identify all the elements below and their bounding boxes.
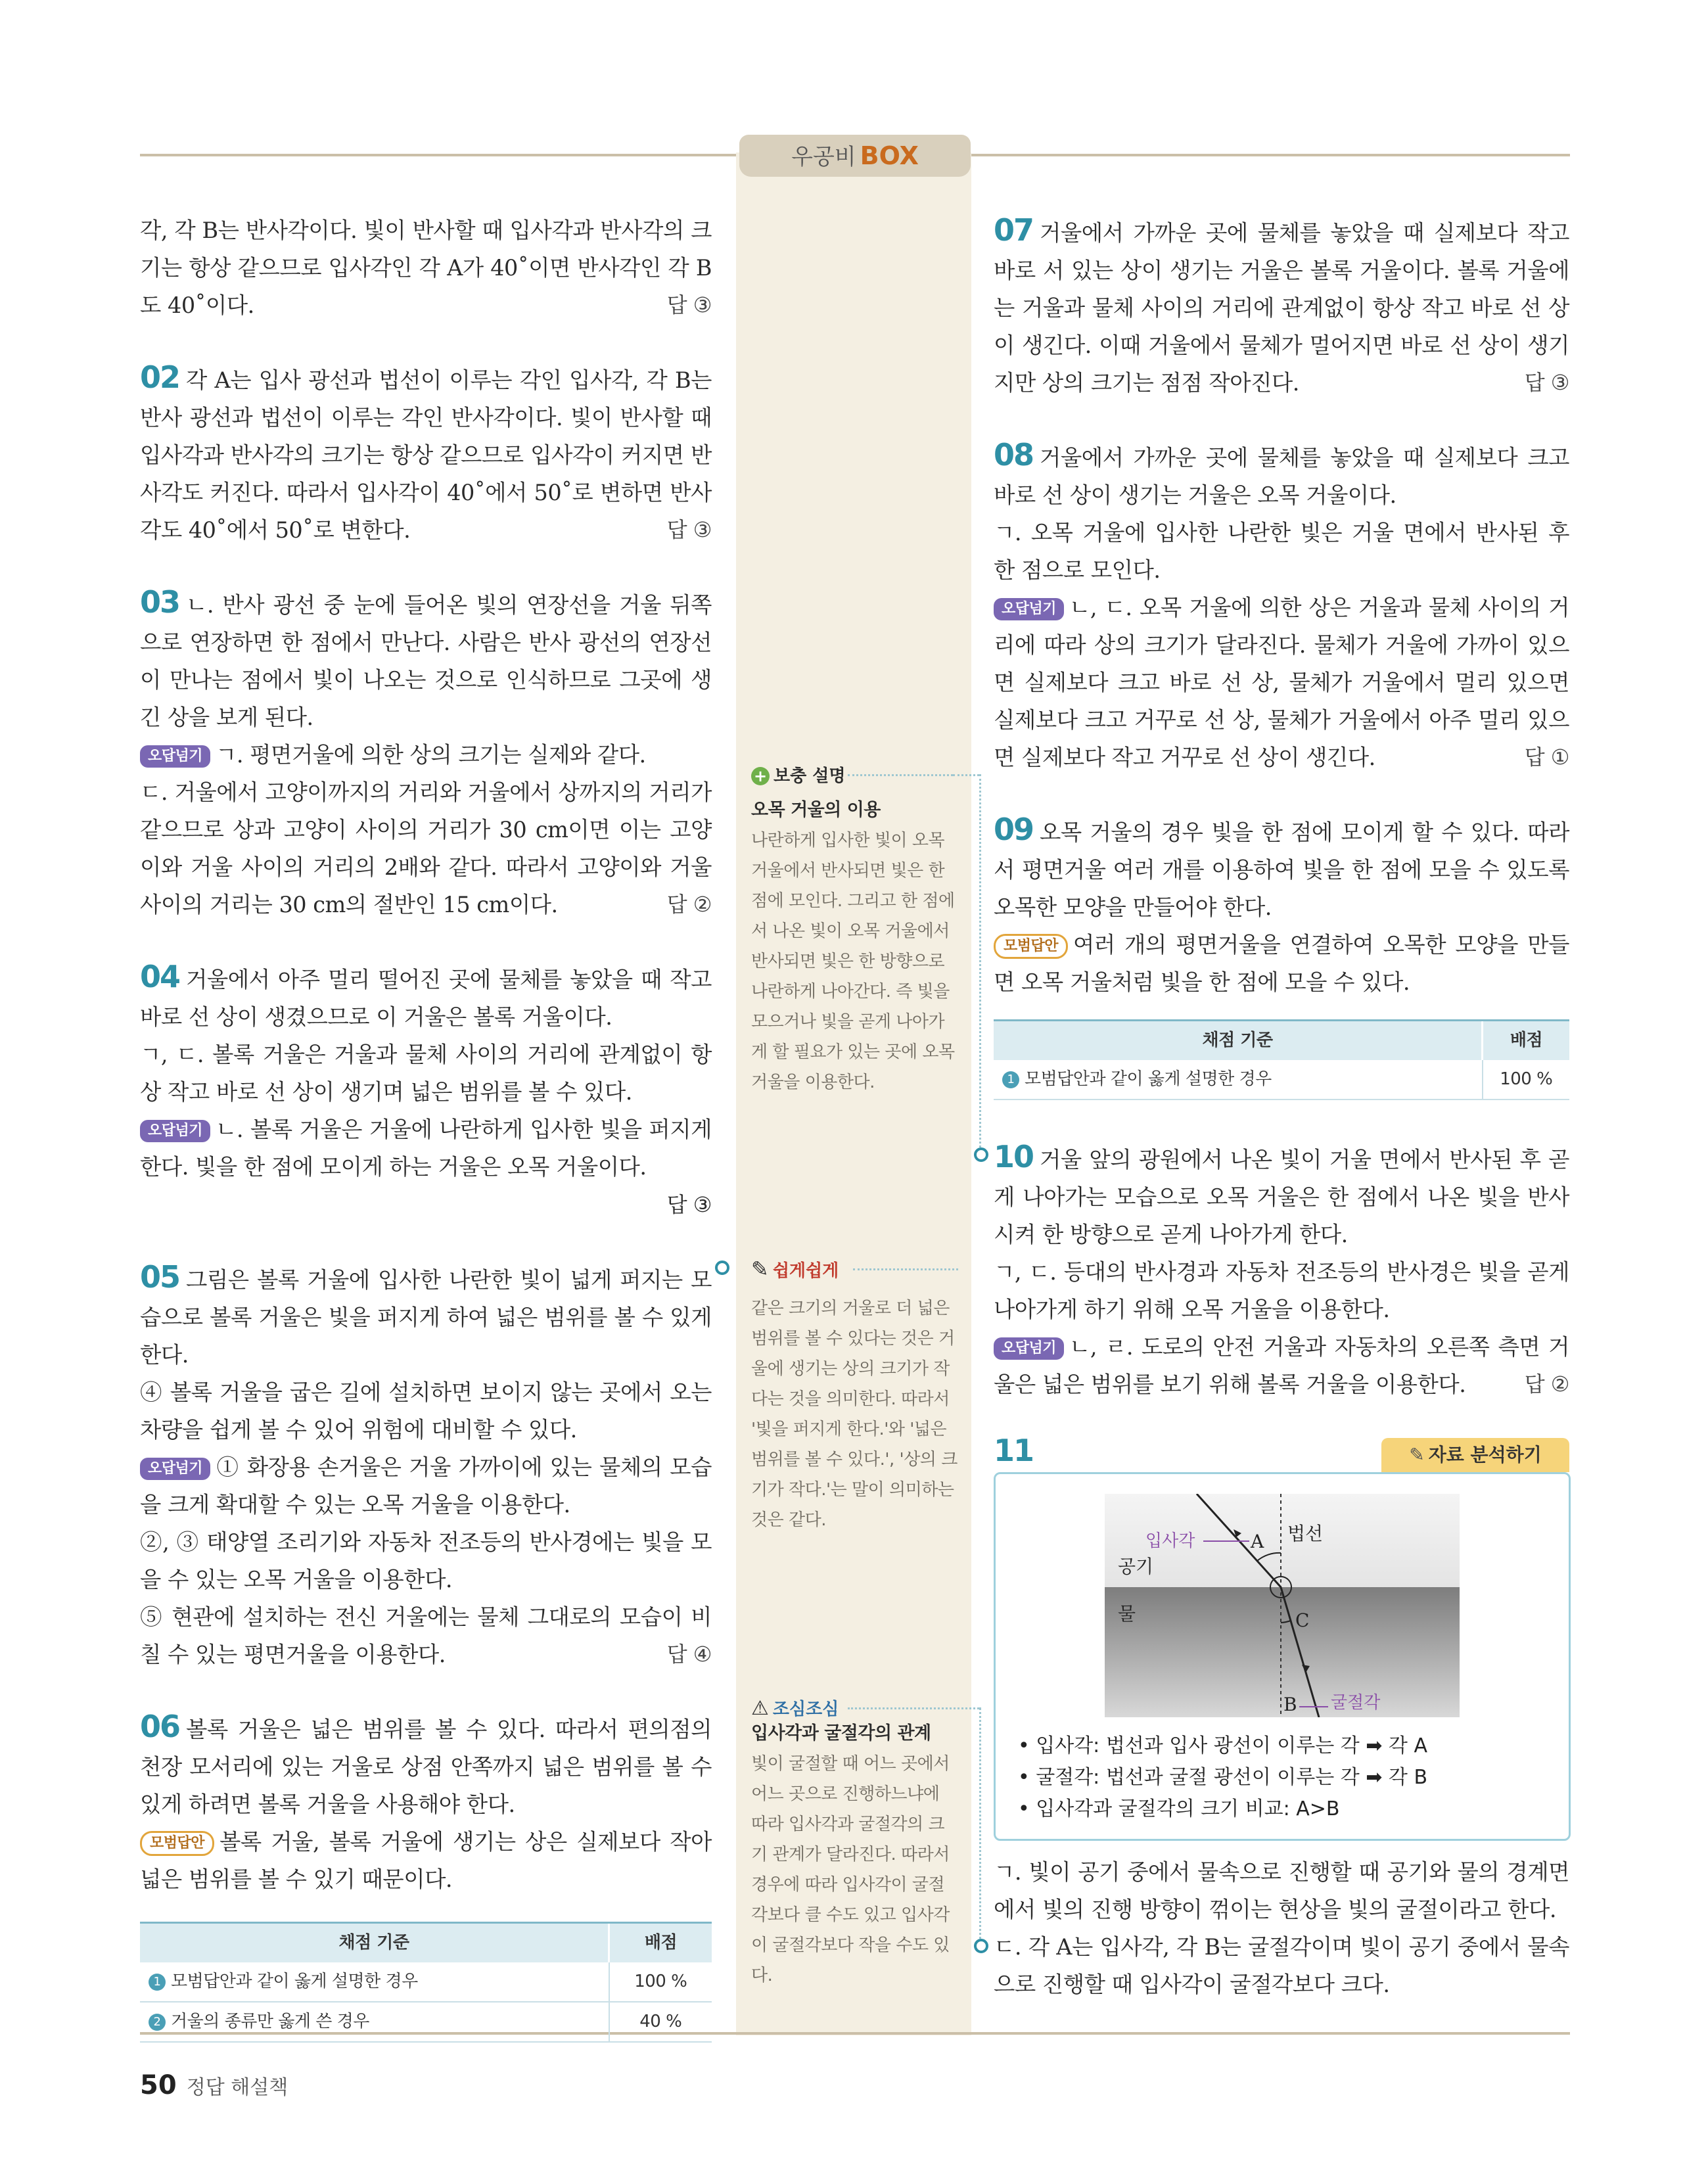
- q08-text: 08 거울에서 가까운 곳에 물체를 놓았을 때 실제보다 크고 바로 선 상이 생기는 거울은 오목 거울이다.: [994, 437, 1569, 508]
- wrong-answer-tag: 오답넘기: [140, 745, 210, 768]
- q03-text: 03 ㄴ. 반사 광선 중 눈에 들어온 빛의 연장선을 거울 뒤쪽으로 연장하면 한 점에서 만난다. 사람은 반사 광선의 연장선이 만나는 점에서 빛이 나오는 것으로 인식하므로 그곳에 생긴 상을 보게 된다.: [140, 584, 712, 730]
- q05-wrong-3: ⑤ 현관에 설치하는 전신 거울에는 물체 그대로의 모습이 비칠 수 있는 평면거울을 이용한다. 답 ④: [140, 1598, 712, 1673]
- q11-number: 11: [994, 1433, 1034, 1468]
- q07-text: 07 거울에서 가까운 곳에 물체를 놓았을 때 실제보다 작고 바로 서 있는 상이 생기는 거울은 볼록 거울이다. 볼록 거울에는 거울과 물체 사이의 거리에 관계없이 항상 작고 바로 선 상이 생긴다. 이때 거울에서 물체가 멀어지면 바로 선 상이 생기지만 상의 크기는 점점 작아진다. 답 ③: [994, 212, 1569, 402]
- q01-answer: 답 ③: [666, 292, 712, 317]
- refraction-diagram: [1105, 1494, 1460, 1717]
- q11-explanation: [994, 1853, 1569, 2003]
- note3-connector: [848, 1707, 979, 1709]
- caution-icon: ⚠: [751, 1697, 769, 1720]
- wrong-answer-tag: 오답넘기: [994, 598, 1064, 620]
- model-answer-tag: 모범답안: [140, 1831, 214, 1856]
- table-row: 1 모범답안과 같이 옳게 설명한 경우 100 %: [140, 1962, 712, 2002]
- bullet-item: • 입사각: 법선과 입사 광선이 이루는 각 ➡ 각 A: [1018, 1734, 1427, 1757]
- q10-text-2: ㄱ, ㄷ. 등대의 반사경과 자동차 전조등의 반사경은 빛을 곧게 나아가게 하기 위해 오목 거울을 이용한다.: [994, 1259, 1569, 1322]
- clip-icon: ✎: [1409, 1444, 1425, 1466]
- wrong-answer-tag: 오답넘기: [994, 1337, 1064, 1360]
- wrong-answer-tag: 오답넘기: [140, 1458, 210, 1480]
- q09-text: 09 오목 거울의 경우 빛을 한 점에 모이게 할 수 있다. 따라서 평면거울 여러 개를 이용하여 빛을 한 점에 모을 수 있도록 오목한 모양을 만들어야 한다.: [994, 812, 1569, 920]
- right-column: [994, 212, 1569, 1403]
- q08-wrong: 오답넘기 ㄴ, ㄷ. 오목 거울에 의한 상은 거울과 물체 사이의 거리에 따라 상의 크기가 달라진다. 물체가 거울에 가까이 있으면 실제보다 크고 바로 선 상, 물체가 거울에서 멀리 있으면 실제보다 크고 거꾸로 선 상, 물체가 거울에서 아주 멀리 있으면 실제보다 작고 거꾸로 선 상이 생긴다. 답 ①: [994, 589, 1569, 776]
- q03-wrong-2: ㄷ. 거울에서 고양이까지의 거리와 거울에서 상까지의 거리가 같으므로 상과 고양이 사이의 거리가 30 cm이면 이는 고양이와 거울 사이의 거리의 2배와 같다. 따라서 고양이와 거울 사이의 거리는 30 cm의 절반인 15 cm이다. 답 ②: [140, 774, 712, 923]
- note3-vertical-connector: [979, 1707, 981, 1944]
- q06-text: 06 볼록 거울은 넓은 범위를 볼 수 있다. 따라서 편의점의 천장 모서리에 있는 거울로 상점 안쪽까지 넓은 범위를 볼 수 있게 하려면 볼록 거울을 사용해야 한다.: [140, 1709, 712, 1817]
- q11-text-1: ㄱ. 빛이 공기 중에서 물속으로 진행할 때 공기와 물의 경계면에서 빛의 진행 방향이 꺾이는 현상을 빛의 굴절이라고 한다.: [994, 1859, 1569, 1922]
- note-caution-title: ⚠ 조심조심: [751, 1697, 839, 1720]
- q04-answer: 답 ③: [666, 1192, 712, 1217]
- model-answer-tag: 모범답안: [994, 934, 1068, 959]
- q10-wrong: 오답넘기 ㄴ, ㄹ. 도로의 안전 거울과 자동차의 오른쪽 측면 거울은 넓은 범위를 보기 위해 볼록 거울을 이용한다. 답 ②: [994, 1328, 1569, 1403]
- q11-text-2: ㄷ. 각 A는 입사각, 각 B는 굴절각이며 빛이 공기 중에서 물속으로 진행할 때 입사각이 굴절각보다 크다.: [994, 1934, 1569, 1997]
- plus-icon: +: [751, 767, 770, 785]
- note-caution: 입사각과 굴절각의 관계 빛이 굴절할 때 어느 곳에서 어느 곳으로 진행하느냐에 따라 입사각과 굴절각의 크기 관계가 달라진다. 따라서 경우에 따라 입사각이 굴절각보다 클 수도 있고 입사각이 굴절각보다 작을 수도 있다.: [751, 1723, 950, 1985]
- q11-analysis-box: [994, 1472, 1571, 1841]
- q04-text: 04 거울에서 아주 멀리 떨어진 곳에 물체를 놓았을 때 작고 바로 선 상이 생겼으므로 이 거울은 볼록 거울이다.: [140, 959, 712, 1030]
- link-ring: [974, 1939, 988, 1953]
- q09-scoring-table: [994, 1019, 1569, 1100]
- page-footer: [140, 2070, 288, 2100]
- angle-A-label: A: [1251, 1531, 1264, 1552]
- note1-connector: [848, 774, 953, 776]
- q03-answer: 답 ②: [666, 892, 712, 917]
- data-analysis-badge: ✎ 자료 분석하기: [1381, 1438, 1569, 1472]
- q05-wrong-2: ②, ③ 태양열 조리기와 자동차 전조등의 반사경에는 빛을 모을 수 있는 오목 거울을 이용한다.: [140, 1529, 712, 1592]
- link-ring: [974, 1147, 988, 1162]
- left-column: [140, 212, 712, 2043]
- q06-scoring-table: [140, 1922, 712, 2043]
- normal-label: 법선: [1287, 1523, 1324, 1544]
- q09-model: 모범답안 여러 개의 평면거울을 연결하여 오목한 모양을 만들면 오목 거울처럼 빛을 한 점에 모을 수 있다.: [994, 932, 1569, 995]
- note1-connector-2: [953, 774, 979, 776]
- q08-answer: 답 ①: [1524, 745, 1569, 770]
- score-header: 배점: [1483, 1021, 1570, 1061]
- q05-wrong-1: 오답넘기 ① 화장용 손거울은 거울 가까이에 있는 물체의 모습을 크게 확대할 수 있는 오목 거울을 이용한다.: [140, 1454, 712, 1517]
- box-header-tab: 우공비 BOX: [739, 135, 971, 177]
- note-supplement-title: + 보충 설명: [751, 762, 846, 787]
- note-supplement: 오목 거울의 이용 나란하게 입사한 빛이 오목 거울에서 반사되면 빛은 한 점에 모인다. 그리고 한 점에서 나온 빛이 오목 거울에서 반사되면 빛은 한 방향으로 나란하게 나아간다. 즉 빛을 모으거나 빛을 곧게 나아가게 할 필요가 있는 곳에 오목 거울을 이용한다.: [751, 800, 955, 1092]
- table-row: 1 모범답안과 같이 옳게 설명한 경우 100 %: [994, 1060, 1569, 1100]
- bullet-item: • 입사각과 굴절각의 크기 비교: A>B: [1018, 1797, 1340, 1820]
- wrong-answer-tag: 오답넘기: [140, 1120, 210, 1142]
- q05-answer: 답 ④: [666, 1642, 712, 1667]
- q07-answer: 답 ③: [1524, 370, 1569, 395]
- page-number: 50: [140, 2070, 177, 2100]
- note-easy-title: ✎ 쉽게쉽게: [751, 1257, 839, 1282]
- q04-answer-line: [140, 1186, 712, 1224]
- q06-model: 모범답안 볼록 거울, 볼록 거울에 생기는 상은 실제보다 작아 넓은 범위를 볼 수 있기 때문이다.: [140, 1829, 712, 1892]
- scoring-criteria-header: 채점 기준: [994, 1021, 1483, 1061]
- q11-bullets: [1018, 1730, 1427, 1825]
- q05-text-2: ④ 볼록 거울을 굽은 길에 설치하면 보이지 않는 곳에서 오는 차량을 쉽게 볼 수 있어 위험에 대비할 수 있다.: [140, 1379, 712, 1443]
- q01-tail: 각, 각 B는 반사각이다. 빛이 반사할 때 입사각과 반사각의 크기는 항상 같으므로 입사각인 각 A가 40˚이면 반사각인 각 B도 40˚이다. 답 ③: [140, 212, 712, 324]
- scoring-criteria-header: 채점 기준: [140, 1923, 609, 1963]
- angle-B-label: B: [1283, 1694, 1297, 1715]
- q03-wrong-1: 오답넘기 ㄱ. 평면거울에 의한 상의 크기는 실제와 같다.: [140, 736, 712, 774]
- angle-C-label: C: [1295, 1609, 1310, 1631]
- q02-answer: 답 ③: [666, 517, 712, 542]
- pencil-icon: ✎: [751, 1257, 769, 1282]
- q05-text: 05 그림은 볼록 거울에 입사한 나란한 빛이 넓게 퍼지는 모습으로 볼록 거울은 빛을 퍼지게 하여 넓은 범위를 볼 수 있게 한다.: [140, 1259, 712, 1368]
- incident-angle-label: 입사각: [1145, 1531, 1195, 1551]
- criteria-number: 1: [1002, 1071, 1019, 1088]
- bullet-item: • 굴절각: 법선과 굴절 광선이 이루는 각 ➡ 각 B: [1018, 1766, 1428, 1789]
- criteria-number: 2: [149, 2014, 166, 2031]
- q10-text: 10 거울 앞의 광원에서 나온 빛이 거울 면에서 반사된 후 곧게 나아가는 모습으로 오목 거울은 한 점에서 나온 빛을 반사시켜 한 방향으로 곧게 나아가게 한다.: [994, 1139, 1569, 1247]
- water-label: 물: [1118, 1603, 1136, 1625]
- q10-answer: 답 ②: [1524, 1372, 1569, 1397]
- note-easy: 같은 크기의 거울로 더 넓은 범위를 볼 수 있다는 것은 거울에 생기는 상의 크기가 작다는 것을 의미한다. 따라서 '빛을 퍼지게 한다.'와 '넓은 범위를 볼 수 있다.', '상의 크기가 작다.'는 말이 의미하는 것은 같다.: [751, 1299, 958, 1530]
- q04-wrong: 오답넘기 ㄴ. 볼록 거울은 거울에 나란하게 입사한 빛을 퍼지게 한다. 빛을 한 점에 모이게 하는 거울은 오목 거울이다.: [140, 1117, 712, 1180]
- q08-text-2: ㄱ. 오목 거울에 입사한 나란한 빛은 거울 면에서 반사된 후 한 점으로 모인다.: [994, 520, 1569, 583]
- note2-connector: [853, 1268, 958, 1270]
- book-title: 정답 해설책: [186, 2076, 289, 2099]
- score-header: 배점: [609, 1923, 712, 1963]
- table-row: 2 거울의 종류만 옳게 쓴 경우 40 %: [140, 2002, 712, 2042]
- q02-text: 02 각 A는 입사 광선과 법선이 이루는 각인 입사각, 각 B는 반사 광선과 법선이 이루는 각인 반사각이다. 빛이 반사할 때 입사각과 반사각의 크기는 항상 같으므로 입사각이 커지면 반사각도 커진다. 따라서 입사각이 40˚에서 50˚로 변하면 반사각도 40˚에서 50˚로 변한다. 답 ③: [140, 359, 712, 549]
- link-ring: [715, 1261, 729, 1275]
- refraction-angle-label: 굴절각: [1331, 1693, 1381, 1713]
- q04-text-2: ㄱ, ㄷ. 볼록 거울은 거울과 물체 사이의 거리에 관계없이 항상 작고 바로 선 상이 생기며 넓은 범위를 볼 수 있다.: [140, 1042, 712, 1105]
- note1-vertical-connector: [979, 774, 981, 1147]
- air-label: 공기: [1118, 1556, 1154, 1577]
- criteria-number: 1: [149, 1974, 166, 1991]
